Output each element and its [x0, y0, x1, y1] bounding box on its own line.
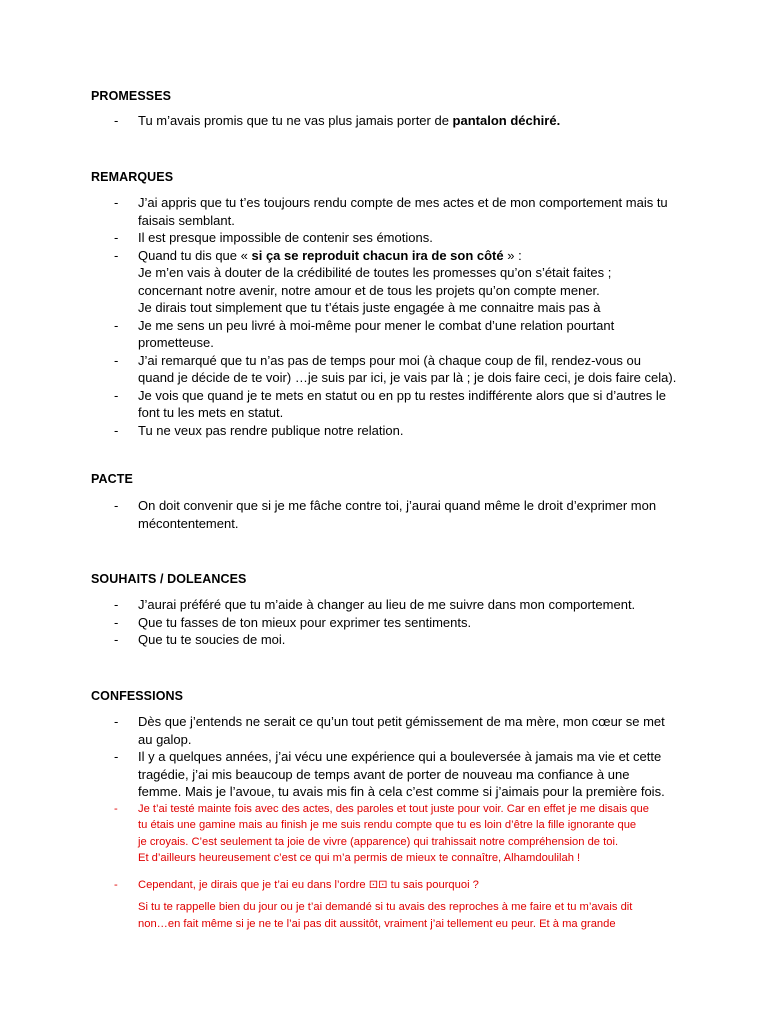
- dash-bullet-icon: -: [114, 879, 118, 891]
- list-item: - Quand tu dis que « si ça se reproduit chacun ira de son côté » : Je m’en vais à douter de la crédibilité de toutes les promesses qu’on s’était faites ; concernant notre avenir, notre amour et de tous les projets qu’on compte mener. Je dirais tout simplement que tu t’étais juste engagée à me connaitre mais pas à: [114, 247, 612, 315]
- section-title: REMARQUES: [91, 170, 174, 184]
- list-item: - Que tu te soucies de moi.: [114, 632, 286, 647]
- bullet-list: [0, 194, 768, 439]
- list-item: - Il y a quelques années, j’ai vécu une expérience qui a bouleversée à jamais ma vie et cette tragédie, j’ai mis beaucoup de temps avant de porter de nouveau ma confiance à une femme. Mais je l’avoue, tu avais mis fin à cela c’est comme si j’aimais pour la première fois.: [114, 749, 665, 799]
- list-item: - Je vois que quand je te mets en statut ou en pp tu restes indifférente alors que si d’autres le font tu les mets en statut.: [114, 387, 667, 420]
- bullet-list: [0, 497, 768, 532]
- list-item: - J’ai appris que tu t’es toujours rendu compte de mes actes et de mon comportement mais tu faisais semblant.: [114, 195, 668, 228]
- dash-bullet-icon: -: [114, 749, 119, 764]
- list-item: - Tu ne veux pas rendre publique notre relation.: [114, 422, 404, 438]
- section-title: CONFESSIONS: [91, 689, 184, 703]
- dash-bullet-icon: -: [114, 387, 119, 403]
- list-item: - Il est presque impossible de contenir ses émotions.: [114, 230, 433, 245]
- section-title: PROMESSES: [91, 89, 172, 103]
- dash-bullet-icon: -: [114, 614, 119, 630]
- confession-continuation: Si tu te rappelle bien du jour ou je t’ai demandé si tu avais des reproches à me faire et tu m’avais dit non…en fait même si je ne te l’ai pas dit aussitôt, vraiment j’ai tellement eu peur. Et à ma grande: [138, 901, 633, 930]
- dash-bullet-icon: -: [114, 802, 118, 815]
- section-title: PACTE: [91, 472, 133, 486]
- bullet-list: [0, 877, 768, 894]
- dash-bullet-icon: -: [114, 195, 119, 210]
- list-item: - Je t’ai testé mainte fois avec des actes, des paroles et tout juste pour voir. Car en effet je me disais que tu étais une gamine mais au finish je me suis rendu compte que tu es loin d’être la fille ignorante que je croyais. C’est seulement ta joie de vivre (apparence) qui trahissait notre compréhension de toi. Et d’ailleurs heureusement c’est ce qui m’a permis de mieux te connaître, Alhamdoulilah !: [114, 802, 649, 864]
- dash-bullet-icon: -: [114, 113, 119, 128]
- bullet-list: [0, 713, 768, 867]
- section-title: SOUHAITS / DOLEANCES: [91, 572, 247, 586]
- list-item: - On doit convenir que si je me fâche contre toi, j’aurai quand même le droit d’exprimer mon mécontentement.: [114, 498, 657, 531]
- dash-bullet-icon: -: [114, 317, 119, 333]
- list-item: - Dès que j’entends ne serait ce qu’un tout petit gémissement de ma mère, mon cœur se met au galop.: [114, 714, 665, 747]
- dash-bullet-icon: -: [114, 352, 119, 368]
- list-item: - Cependant, je dirais que je t’ai eu dans l’ordre ⊡⊡ tu sais pourquoi ?: [0, 877, 768, 894]
- dash-bullet-icon: -: [114, 597, 119, 612]
- dash-bullet-icon: -: [114, 498, 119, 513]
- list-item: - Tu m’avais promis que tu ne vas plus jamais porter de pantalon déchiré.: [114, 113, 561, 128]
- dash-bullet-icon: -: [114, 422, 119, 438]
- dash-bullet-icon: -: [114, 714, 119, 729]
- bullet-list: [0, 112, 768, 130]
- dash-bullet-icon: -: [114, 230, 119, 245]
- list-item: - Que tu fasses de ton mieux pour exprimer tes sentiments.: [114, 614, 472, 630]
- list-item: - J’ai remarqué que tu n’as pas de temps pour moi (à chaque coup de fil, rendez-vous ou quand je décide de te voir) …je suis par ici, je vais par là ; je dois faire ceci, je dois faire cela).: [114, 352, 677, 385]
- list-item: - Je me sens un peu livré à moi-même pour mener le combat d’une relation pourtant prometteuse.: [114, 317, 615, 350]
- list-item: - J’aurai préféré que tu m’aide à changer au lieu de me suivre dans mon comportement.: [114, 597, 636, 612]
- dash-bullet-icon: -: [114, 247, 119, 263]
- bullet-list: [0, 596, 768, 649]
- dash-bullet-icon: -: [114, 632, 119, 647]
